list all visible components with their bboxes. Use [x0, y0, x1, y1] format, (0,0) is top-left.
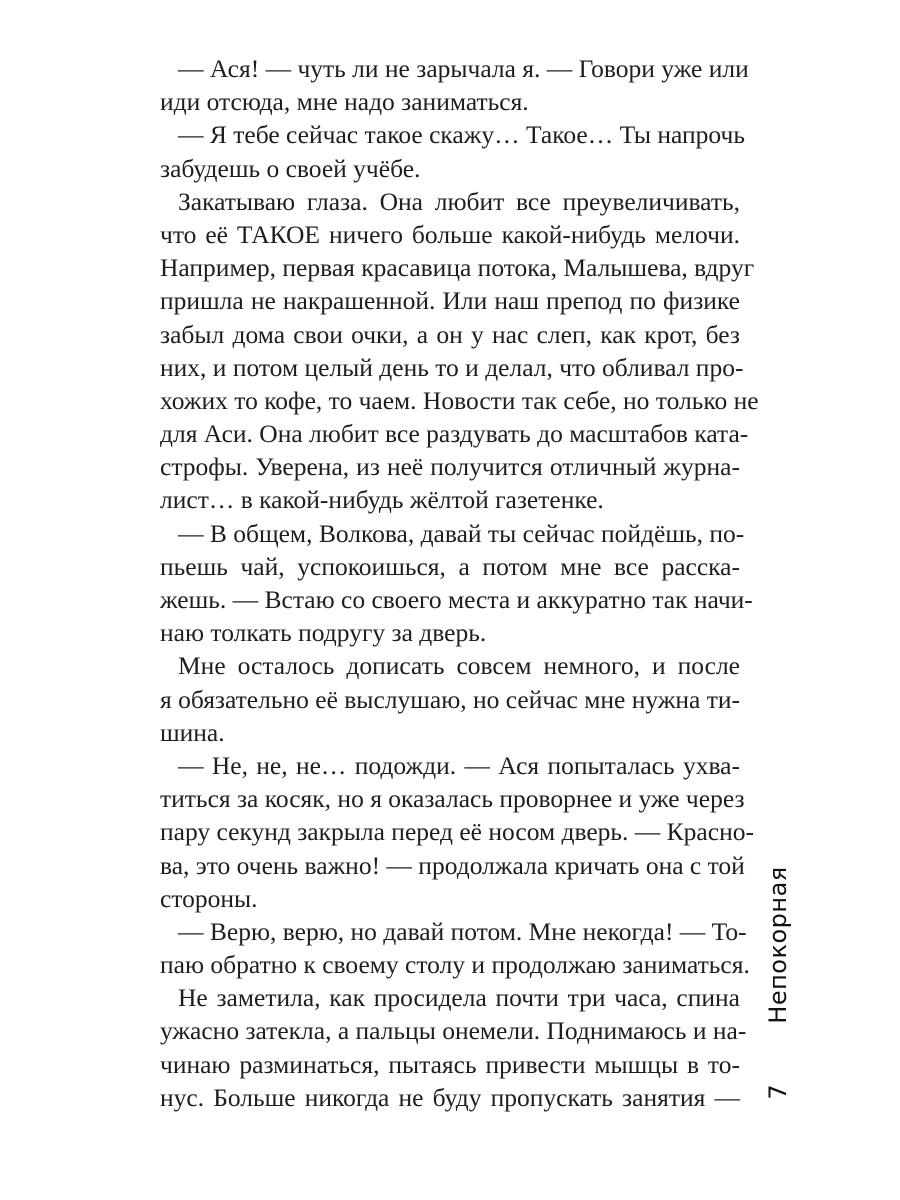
- text-line: иди отсюда, мне надо заниматься.: [160, 87, 529, 117]
- paragraph: [160, 915, 750, 981]
- text-line: строфы. Уверена, из неё получится отличный журна-: [160, 452, 740, 482]
- text-line: них, и потом целый день то и делал, что обливал про-: [160, 352, 744, 382]
- paragraph: [160, 649, 740, 749]
- text-line: паю обратно к своему столу и продолжаю заниматься.: [160, 950, 750, 980]
- text-line: чинаю разминаться, пытаясь привести мышцы в то-: [160, 1049, 740, 1079]
- text-line: нус. Больше никогда не буду пропускать занятия —: [160, 1082, 740, 1112]
- text-line: жешь. — Встаю со своего места и аккуратно так начи-: [160, 585, 753, 614]
- text-line: шина.: [160, 717, 225, 747]
- paragraph: [160, 185, 759, 517]
- text-line: — Не, не, не… подожди. — Ася попыталась ухва-: [178, 750, 740, 780]
- text-line: забудешь о своей учёбе.: [160, 153, 421, 183]
- text-line: я обязательно её выслушаю, но сейчас мне нужна ти-: [160, 684, 740, 714]
- text-line: что её ТАКОЕ ничего больше какой-нибудь мелочи.: [160, 219, 740, 249]
- text-line: Не заметила, как просидела почти три часа, спина: [178, 983, 740, 1013]
- running-title: Непокорная: [764, 866, 792, 1024]
- text-line: Например, первая красавица потока, Малышева, вдруг: [160, 253, 755, 283]
- text-line: — В общем, Волкова, давай ты сейчас пойдёшь, по-: [178, 518, 745, 548]
- text-line: наю толкать подругу за дверь.: [160, 618, 487, 648]
- text-line: пьешь чай, успокоишься, а потом мне все расска-: [160, 551, 740, 581]
- paragraph: [160, 52, 749, 118]
- paragraph: [160, 517, 753, 650]
- text-line: для Аси. Она любит все раздувать до масштабов ката-: [160, 419, 749, 449]
- text-line: пришла не накрашенной. Или наш препод по физике: [160, 286, 740, 316]
- paragraph: [160, 981, 747, 1114]
- text-line: — Я тебе сейчас такое скажу… Такое… Ты напрочь: [178, 120, 745, 150]
- body-text: [160, 52, 759, 1114]
- text-line: титься за косяк, но я оказалась проворнее и уже через: [160, 784, 745, 814]
- text-line: ужасно затекла, а пальцы онемели. Поднимаюсь и на-: [160, 1016, 747, 1046]
- paragraph: [160, 118, 745, 184]
- text-line: хожих то кофе, то чаем. Новости так себе, но только не: [160, 385, 759, 415]
- text-line: — Ася! — чуть ли не зарычала я. — Говори уже или: [178, 54, 749, 83]
- paragraph: [160, 749, 754, 915]
- text-line: — Верю, верю, но давай потом. Мне некогда! — То-: [178, 916, 747, 946]
- page-number: 7: [764, 1084, 792, 1100]
- text-line: Закатываю глаза. Она любит все преувеличивать,: [178, 186, 740, 216]
- text-line: пару секунд закрыла перед её носом дверь. — Красно-: [160, 817, 754, 847]
- text-line: стороны.: [160, 883, 258, 913]
- text-line: лист… в какой-нибудь жёлтой газетенке.: [160, 485, 604, 515]
- text-line: Мне осталось дописать совсем немного, и после: [178, 651, 740, 681]
- text-line: забыл дома свои очки, а он у нас слеп, как крот, без: [160, 319, 740, 349]
- text-line: ва, это очень важно! — продолжала кричать она с той: [160, 850, 745, 880]
